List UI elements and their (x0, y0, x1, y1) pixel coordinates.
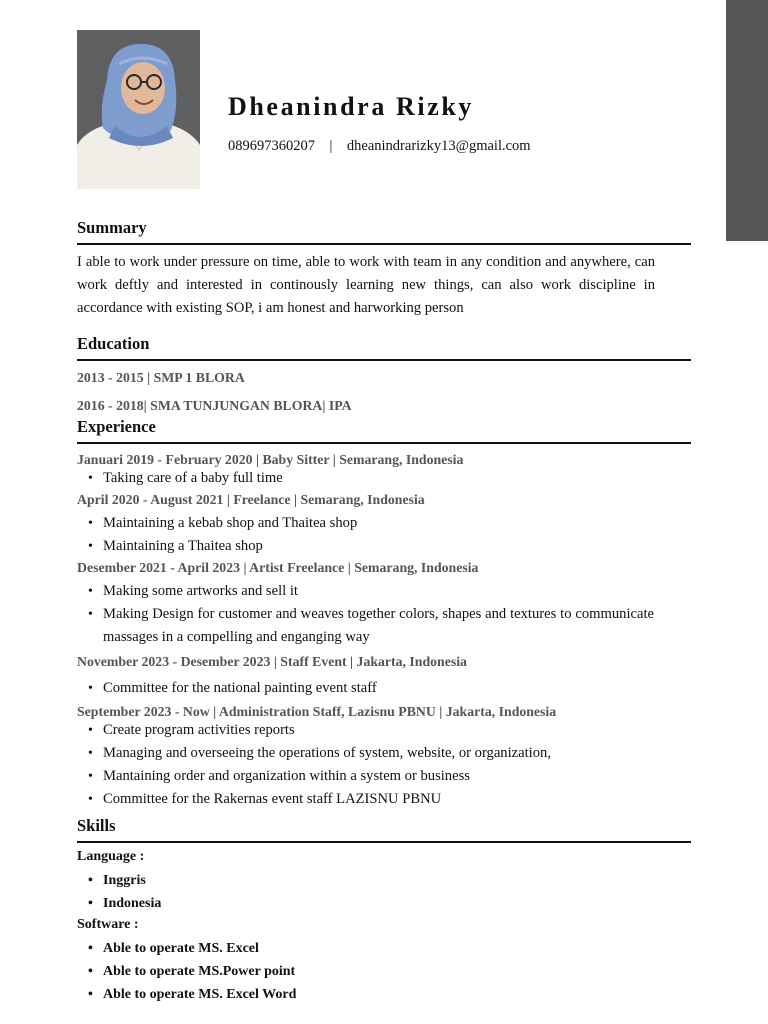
job-header: September 2023 - Now | Administration Staff, Lazisnu PBNU | Jakarta, Indonesia (77, 704, 557, 719)
candidate-name: Dheanindra Rizky (228, 92, 475, 121)
bullet-icon: • (88, 471, 93, 486)
list-item: • Able to operate MS.Power point (88, 960, 654, 983)
list-item: • Mantaining order and organization within a system or business (88, 765, 654, 788)
section-title-education: Education (77, 334, 691, 361)
bullet-icon: • (88, 539, 93, 554)
bullet-icon: • (88, 769, 93, 784)
software-label: Software : (77, 917, 139, 932)
bullet-icon: • (88, 964, 93, 979)
bullet-icon: • (88, 896, 93, 911)
list-item: • Maintaining a Thaitea shop (88, 535, 654, 558)
profile-photo-illustration (77, 30, 200, 189)
list-item: • Making Design for customer and weaves together colors, shapes and textures to communicate massages in a compelling and enganging way (88, 603, 654, 649)
section-title-summary: Summary (77, 218, 691, 245)
contact-info: 089697360207 | dheanindrarizky13@gmail.com (228, 138, 531, 154)
list-item: • Managing and overseeing the operations of system, website, or organization, (88, 742, 654, 765)
job-header: Januari 2019 - February 2020 | Baby Sitter | Semarang, Indonesia (77, 452, 464, 467)
scrollbar-thumb[interactable] (726, 0, 768, 241)
language-label: Language : (77, 849, 145, 864)
list-item: • Indonesia (88, 892, 654, 915)
job-header: November 2023 - Desember 2023 | Staff Event | Jakarta, Indonesia (77, 654, 467, 669)
list-item: • Maintaining a kebab shop and Thaitea shop (88, 512, 654, 535)
bullet-icon: • (88, 681, 93, 696)
list-item: • Committee for the national painting event staff (88, 677, 654, 700)
bullet-icon: • (88, 792, 93, 807)
bullet-icon: • (88, 584, 93, 599)
list-item: • Able to operate MS. Excel (88, 937, 654, 960)
bullet-icon: • (88, 607, 93, 622)
profile-photo (77, 30, 200, 189)
education-item: 2013 - 2015 | SMP 1 BLORA (77, 370, 245, 385)
job-header: Desember 2021 - April 2023 | Artist Freelance | Semarang, Indonesia (77, 560, 479, 575)
list-item: • Committee for the Rakernas event staff LAZISNU PBNU (88, 788, 654, 811)
list-item: • Making some artworks and sell it (88, 580, 654, 603)
bullet-icon: • (88, 987, 93, 1002)
bullet-icon: • (88, 746, 93, 761)
section-title-skills: Skills (77, 816, 691, 843)
list-item: • Able to operate MS. Excel Word (88, 983, 654, 1006)
list-item: • Taking care of a baby full time (88, 467, 654, 490)
list-item: • Create program activities reports (88, 719, 654, 742)
list-item: • Inggris (88, 869, 654, 892)
education-item: 2016 - 2018| SMA TUNJUNGAN BLORA| IPA (77, 398, 352, 413)
section-title-experience: Experience (77, 417, 691, 444)
bullet-icon: • (88, 516, 93, 531)
bullet-icon: • (88, 873, 93, 888)
summary-text: I able to work under pressure on time, able to work with team in any condition and anywhere, can work deftly and interested in continously learning new things, can also work discipline in accordance with existing SOP, i am honest and harworking person (77, 254, 655, 316)
job-header: April 2020 - August 2021 | Freelance | Semarang, Indonesia (77, 492, 425, 507)
bullet-icon: • (88, 941, 93, 956)
bullet-icon: • (88, 723, 93, 738)
